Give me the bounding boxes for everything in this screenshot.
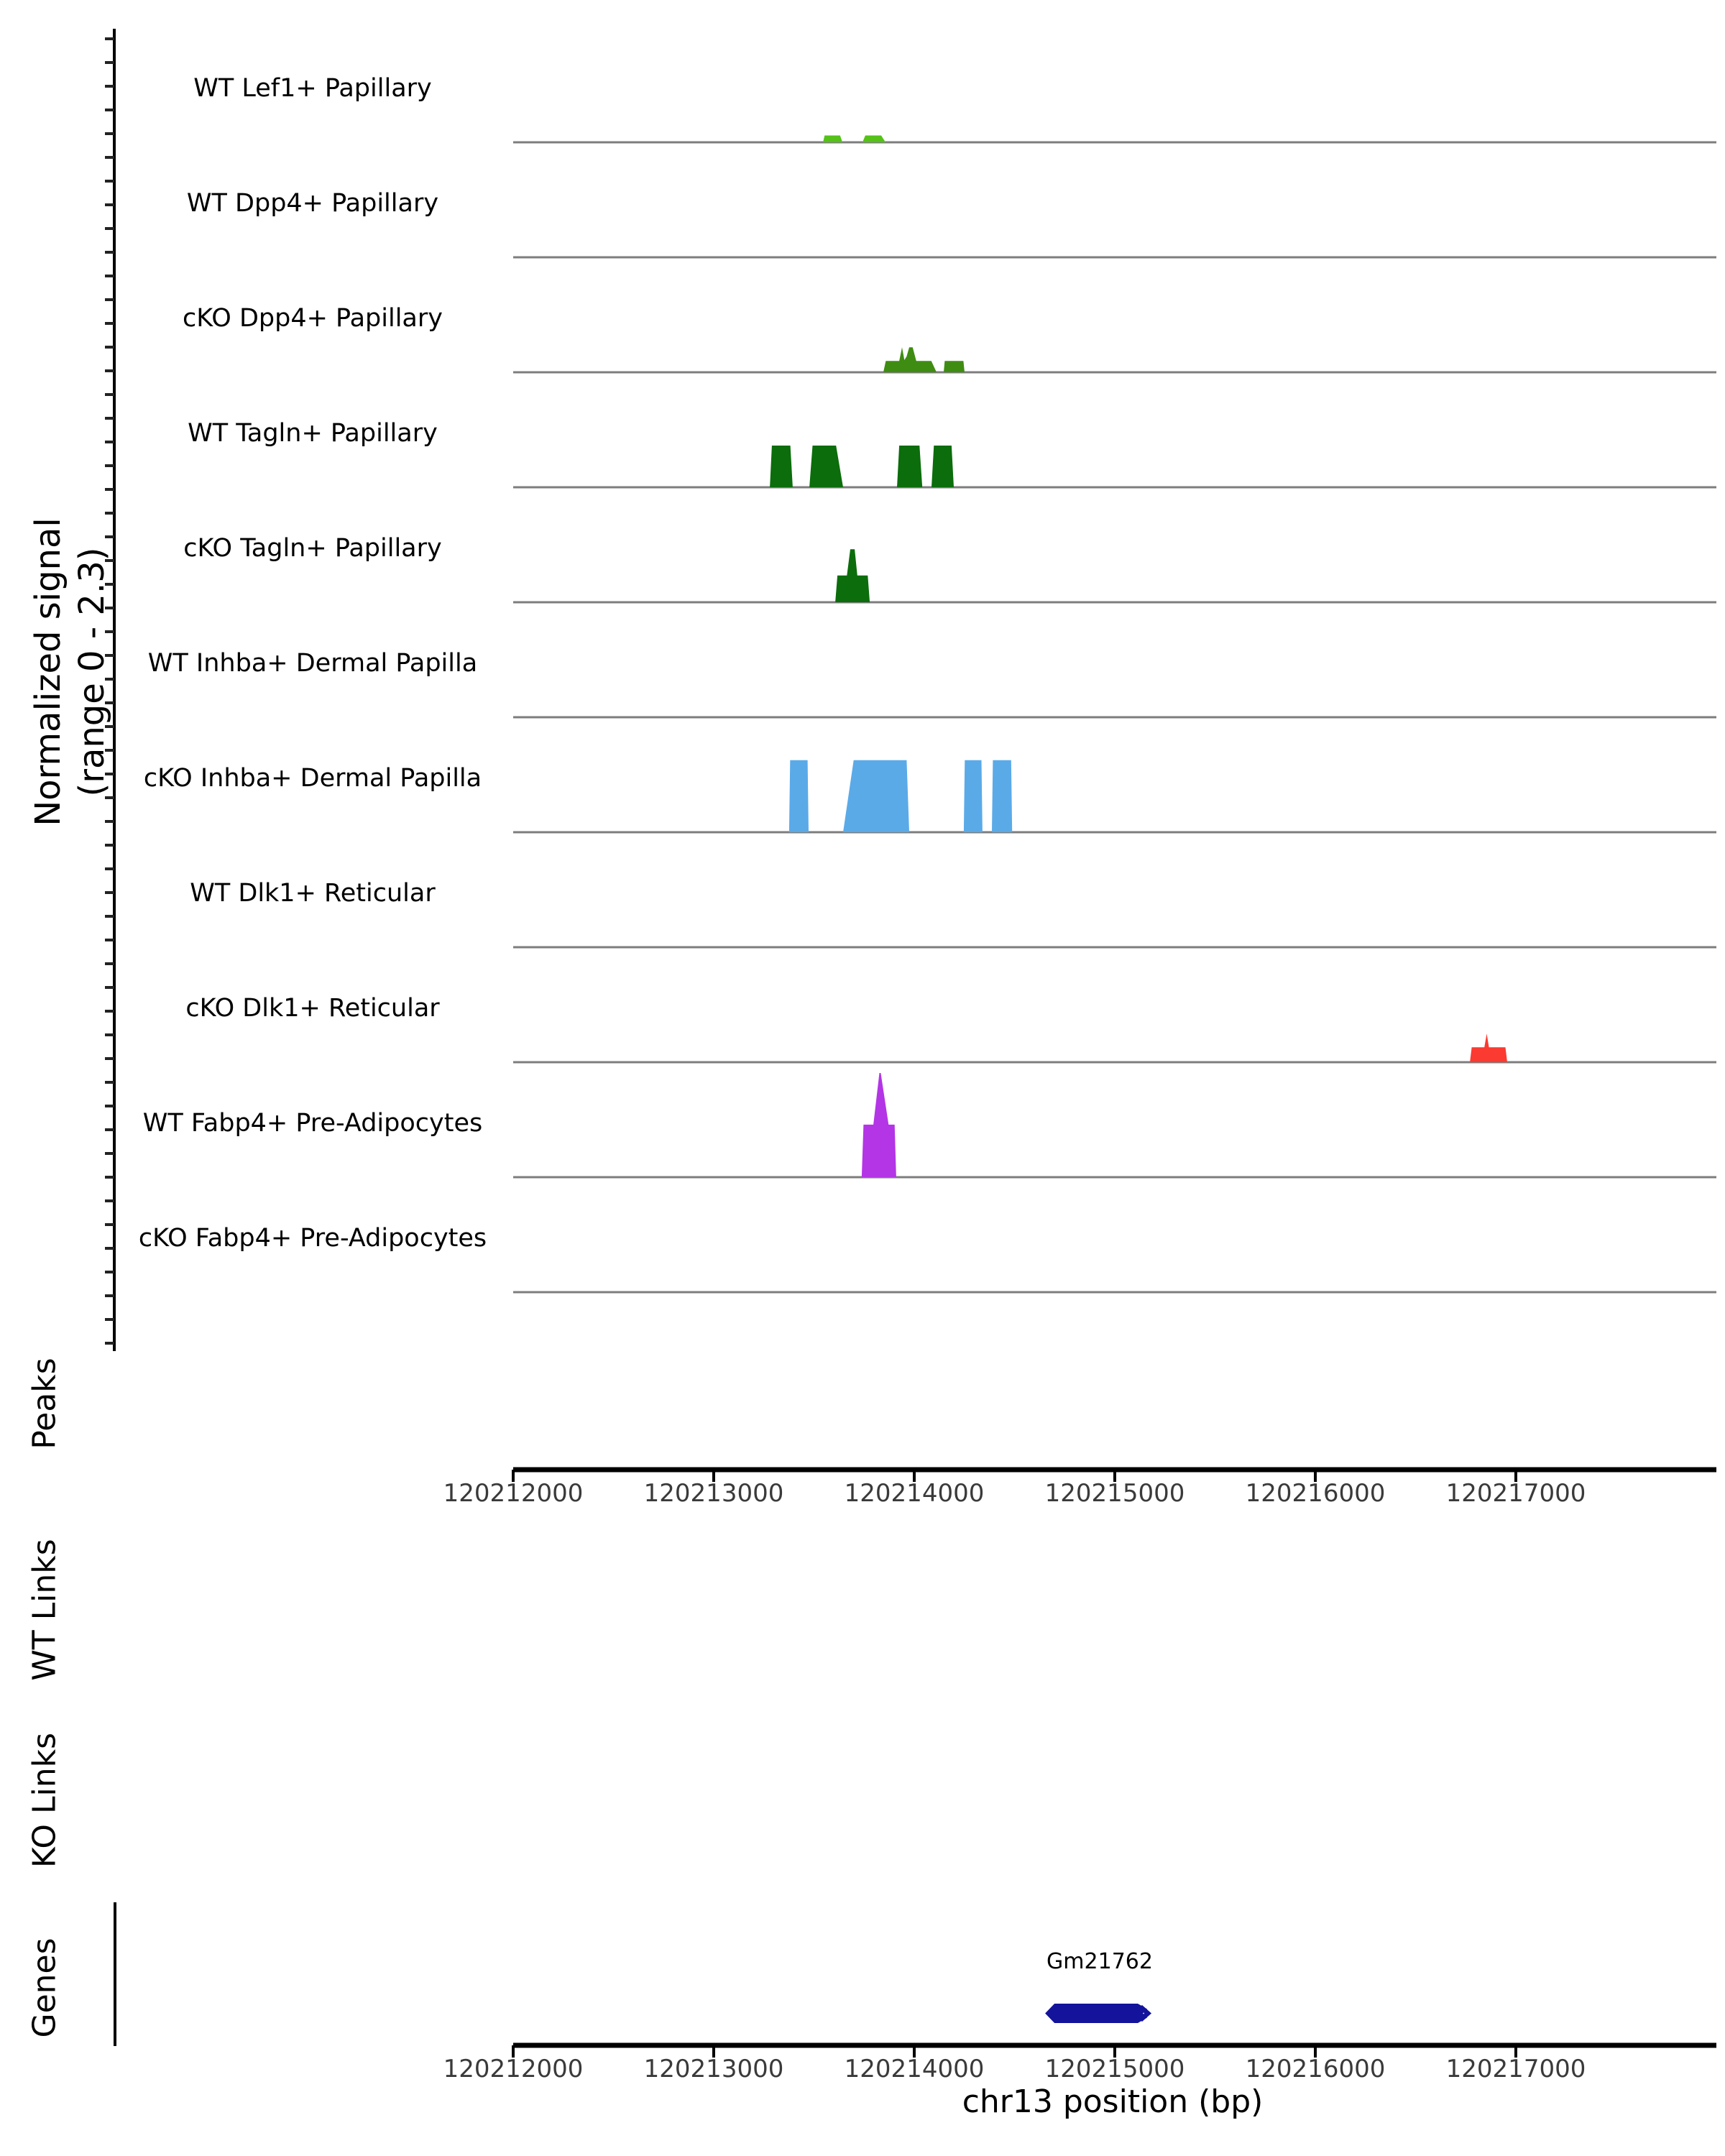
- signal-peak: [1470, 1033, 1507, 1062]
- peaks-axis-tick-label: 120212000: [443, 1479, 584, 1508]
- track-label: WT Lef1+ Papillary: [193, 74, 432, 103]
- section-label-wt-links: WT Links: [26, 1539, 63, 1681]
- peaks-axis-tick-label: 120216000: [1245, 1479, 1386, 1508]
- genome-axis-tick-label: 120216000: [1245, 2055, 1386, 2083]
- signal-y-axis-label: [27, 313, 114, 1031]
- gene-body: [1045, 2004, 1147, 2023]
- peaks-axis-tick-label: 120217000: [1445, 1479, 1586, 1508]
- signal-peak: [770, 446, 793, 487]
- signal-peak: [964, 760, 983, 832]
- signal-peak: [897, 446, 922, 487]
- track-label: cKO Dlk1+ Reticular: [185, 994, 440, 1023]
- signal-peak: [862, 136, 886, 143]
- signal-peak: [823, 136, 842, 143]
- signal-peak: [809, 446, 843, 487]
- section-label-peaks: Peaks: [26, 1358, 63, 1450]
- peaks-axis-tick-label: 120215000: [1044, 1479, 1185, 1508]
- signal-peak: [862, 1073, 896, 1177]
- signal-peak: [944, 361, 965, 372]
- genome-axis-tick-label: 120213000: [643, 2055, 784, 2083]
- signal-peak: [883, 347, 937, 372]
- genome-axis-tick-label: 120214000: [844, 2055, 985, 2083]
- genome-axis-tick-label: 120217000: [1445, 2055, 1586, 2083]
- peaks-axis-tick-label: 120214000: [844, 1479, 985, 1508]
- track-label: cKO Inhba+ Dermal Papilla: [143, 764, 482, 793]
- signal-peak: [835, 549, 870, 602]
- track-label: WT Fabp4+ Pre-Adipocytes: [142, 1109, 483, 1138]
- section-label-ko-links: KO Links: [26, 1732, 63, 1869]
- track-label: WT Tagln+ Papillary: [188, 419, 438, 448]
- signal-peak: [789, 760, 809, 832]
- genome-axis-title: chr13 position (bp): [962, 2083, 1264, 2120]
- track-label: WT Dpp4+ Papillary: [186, 189, 439, 218]
- track-label: cKO Fabp4+ Pre-Adipocytes: [138, 1224, 487, 1253]
- gene-name-label: Gm21762: [1046, 1949, 1153, 1974]
- peaks-axis-tick-label: 120213000: [643, 1479, 784, 1508]
- signal-y-axis-label-line2: (range 0 - 2.3): [72, 547, 112, 797]
- track-label: cKO Dpp4+ Papillary: [183, 304, 443, 333]
- signal-peak: [992, 760, 1012, 832]
- signal-peak: [932, 446, 954, 487]
- section-label-genes: Genes: [26, 1938, 63, 2038]
- track-label: cKO Tagln+ Papillary: [183, 534, 442, 563]
- signal-y-axis-label-line1: Normalized signal: [28, 517, 69, 826]
- track-label: WT Dlk1+ Reticular: [190, 879, 436, 908]
- signal-peak: [843, 760, 909, 832]
- genome-axis-tick-label: 120212000: [443, 2055, 584, 2083]
- track-label: WT Inhba+ Dermal Papilla: [147, 649, 478, 678]
- genome-axis-tick-label: 120215000: [1044, 2055, 1185, 2083]
